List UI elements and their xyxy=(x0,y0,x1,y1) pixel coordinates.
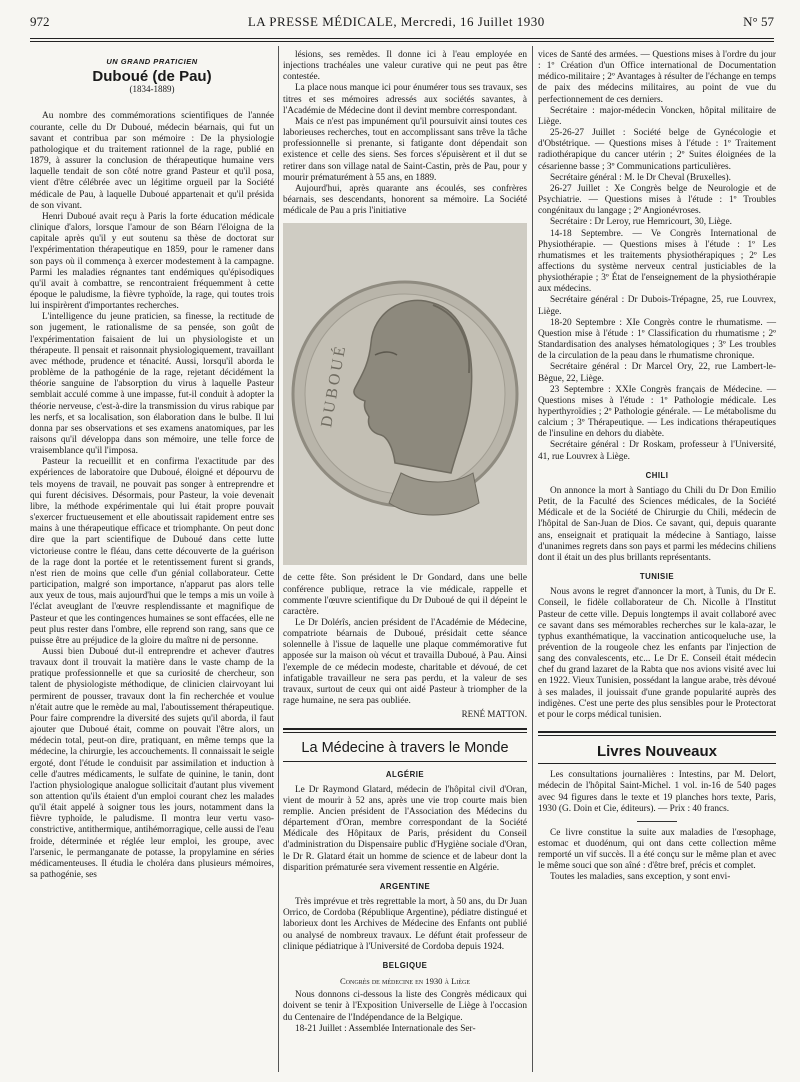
page-number: 972 xyxy=(30,14,50,29)
column-2 xyxy=(283,50,527,1035)
paragraph: 23 Septembre : XXIe Congrès français de Médecine. — Questions mises à l'étude : 1º Pathologie médicale. Les hyperthyroïdies ; 2º Pathologie générale. — Le métabolisme du calcium ; 3º Thérapeutique. — Les indications thérapeutiques de l'insuline en dehors du diabète. xyxy=(538,384,776,440)
country-heading-belgique: BELGIQUE xyxy=(382,960,428,970)
paragraph: Ce livre constitue la suite aux maladies de l'œsophage, estomac et duodénum, qui ont dans cette collection même remporté un vif succès. Il a été conçu sur le même plan et avec le même souci que son aîné : d'être bref, précis et complet. xyxy=(538,827,776,872)
journal-title: LA PRESSE MÉDICALE, Mercredi, 16 Juillet 1930 xyxy=(247,14,545,29)
paragraph: Henri Duboué avait reçu à Paris la forte éducation médicale clinique d'alors, lorsque l'amour de son Béarn l'éloigna de la capitale après qu'il y eut soutenu sa thèse de doctorat sur l'expérimentation thérapeutique en 1859, pour le ramener dans son pays où il commença à exercer modestement à la campagne. Parmi les maladies régnantes tant endémiques qu'épisodiques qu'il avait à combattre, se rencontraient fréquemment à cette époque le paludisme, la fièvre typhoïde, la rage, qui toutes trois lui inspirèrent d'importantes recherches. xyxy=(30,211,274,312)
paragraph: Toutes les maladies, sans exception, y sont envi- xyxy=(550,872,731,883)
paragraph: Secrétaire : Dr Leroy, rue Hemricourt, 30, Liège. xyxy=(550,217,732,228)
article-title: Duboué (de Pau) xyxy=(92,68,212,86)
section-rule xyxy=(283,728,527,730)
paragraph: Secrétaire général : Dr Marcel Ory, 22, rue Lambert-le-Bègue, 22, Liège. xyxy=(538,362,776,384)
paragraph: 18-21 Juillet : Assemblée Internationale des Ser- xyxy=(295,1023,476,1034)
header-rule-thin xyxy=(30,41,774,42)
column-3 xyxy=(538,50,776,884)
column-1 xyxy=(30,50,274,881)
country-heading-algerie: ALGÉRIE xyxy=(385,769,425,779)
issue-number: N° 57 xyxy=(743,14,774,29)
header-rule xyxy=(30,38,774,39)
paragraph: Aujourd'hui, après quarante ans écoulés, ses confrères béarnais, ses descendants, honorent sa mémoire. La Société médicale de Pau a pris l'initiative xyxy=(283,183,527,217)
paragraph: Aussi bien Duboué dut-il entreprendre et achever d'autres travaux dont il trouvait la matière dans le vaste champ de la pratique professionnelle et que sa curiosité de chercheur, son talent de physiologiste méthodique, de clinicien clairvoyant lui permirent de pousser, travaux dont la fin recherchée et voulue n'était autre que le remède au mal, l'aboutissement thérapeutique. Pour faire comprendre la diversité des sujets qu'il aborda, il faut ajouter que Duboué était, comme on pouvait l'être alors, un médecin total, peut-on dire, pratiquant, en même temps que la médecine, la chirurgie, les accouchements. Il connaissait le seigle ergoté, dont l'étude le conduisit par assimilation et induction à celle d'autres médicaments, le sulfate de quinine, le tanin, dont l'action physiologique analogue sollicitait d'autant plus vivement son attention qu'ils étaient d'un emploi courant chez les malades qu'il était appelé à soigner tous les jours, notamment dans la fièvre typhoïde, le paludisme. Il montra leur vertu vaso-constrictive, antithermique, antihémorragique, celle aussi de l'eau froide, déterminée et réglée leur emploi, les groupe, avec l'arsenic, le permanganate de potasse, la propylamine en séries médicamenteuses. Il étudia le choléra dans plusieurs mémoires, sa pathogénie, ses xyxy=(30,646,274,881)
paragraph: L'intelligence du jeune praticien, sa finesse, la rectitude de son jugement, le rationalisme de sa pensée, son goût de l'expérimentation faisaient de lui un physiologiste et un thérapeute. Il pensait et raisonnait physiologiquement, travaillant avec méthode, prudence et ténacité. Aussi, lorsqu'il aborda le problème de la pathogénie de la rage, rejetant décidément la théorie sanguine de l'absorption du virus à laquelle Pasteur semblait acculé comme à une impasse, fut-il conduit à adopter la théorie nerveuse, c'est-à-dire la transmission du virus rabique par les nerfs, et sa localisation, son élaboration dans le bulbe. Il lui donna par ses observations et ses examens anatomiques, par les raisons qu'il développa dans son mémoire, une telle force de vraisemblance qu'il l'imposa. xyxy=(30,312,274,457)
book-entry: Les consultations journalières : Intestins, par M. Delort, médecin de l'hôpital Saint-Michel. 1 vol. in-16 de 540 pages avec 94 figures dans le texte et 19 planches hors texte, Paris, 1930 (G. Doin et Cie, éditeurs). — Prix : 40 francs. xyxy=(538,770,776,814)
paragraph: Très imprévue et très regrettable la mort, à 50 ans, du Dr Juan Orrico, de Cordoba (République Argentine), pédiatre distingué et laborieux dont les Archives de Médecine des Enfants ont publié ou analysé de nombreux travaux. Le défunt était professeur de clinique pédiatrique à l'Université de Cordoba depuis 1924. xyxy=(283,897,527,952)
paragraph: 14-18 Septembre. — Ve Congrès International de Physiothérapie. — Questions mises à l'étude : 1º Les rhumatismes et les traitements physiothérapiques ; 2º Les affections du système nerveux central justiciables de la physiothérapie ; 3º État de l'enseignement de la physiothérapie aux médecins. xyxy=(538,228,776,295)
duboue-medallion-portrait xyxy=(283,223,527,565)
paragraph: Nous donnons ci-dessous la liste des Congrès médicaux qui doivent se tenir à l'Exposition Universelle de Liège à l'occasion du Centenaire de l'Indépendance de la Belgique. xyxy=(283,990,527,1023)
paragraph: Secrétaire général : Dr Roskam, professeur à l'Université, 41, rue Louvrex à Liège. xyxy=(538,440,776,462)
paragraph: Nous avons le regret d'annoncer la mort, à Tunis, du Dr E. Conseil, le fidèle collaborateur de Ch. Nicolle à l'Institut Pasteur de cette ville. Depuis longtemps il avait collaboré avec ce savant dans ses mémorables recherches sur le kala-azar, le typhus exanthématique, la vaccination anticoqueluche use, la prévention de la rougeole chez les enfants par l'injection de sang des convalescents, etc... Le Dr E. Conseil était médecin chef du grand lazaret de la Rabta que nos avions visité avec lui en 1922. Vieux Tunisien, possédant la langue arabe, très dévoué à ses malades, il jouissait d'une grande popularité auprès des indigènes. C'est une perte des plus sensibles pour le Protectorat et pour le corps médical tunisien. xyxy=(538,587,776,720)
paragraph: de cette fête. Son président le Dr Gondard, dans une belle conférence publique, retrace la vie médicale, rappelle et commente l'œuvre scientifique du Dr Duboué de qui il dépeint le caractère. xyxy=(283,573,527,617)
paragraph: Mais ce n'est pas impunément qu'il poursuivit ainsi toutes ces laborieuses recherches, tout en accomplissant sans trêve la tâche professionnelle si prenante, si fatigante dont dépendait son existence et celle des siens. Ses forces s'épuisèrent et il dut se retirer dans son village natal de Saint-Castin, près de Pau, pour y mourir prématurément à 55 ans, en 1889. xyxy=(283,116,527,183)
article-kicker: UN GRAND PRATICIEN xyxy=(106,57,198,66)
paragraph: 26-27 Juillet : Xe Congrès belge de Neurologie et de Psychiatrie. — Questions mises à l'étude : 1º Troubles congénitaux du langage ; 2º Angionévroses. xyxy=(538,183,776,217)
paragraph: Pasteur la recueillit et en confirma l'exactitude par des expériences de laboratoire que Duboué, éloigné et dépourvu de tels moyens de travail, ne pouvait pas songer à entreprendre et qui furent décisives. Désormais, pour Pasteur, la voie devenait libre, la méthode expérimentale qui lui était propre pouvait s'exercer fructueusement et elle aboutissait rapidement entre ses mains à une thérapeutique efficace et triomphante. On peut donc dire que la part scientifique de Duboué dans cette lutte victorieuse contre le fléau, dans cette découverte de la guérison de la rage dont la portée et le retentissement furent si grands, n'est rien de moins que celle d'un génial collaborateur. Cette participation, malgré son importance, n'apparut pas alors telle aux yeux de tous, mais aujourd'hui que le temps a mis un voile à l'éclat aveuglant de l'œuvre resplendissante et magnifique de Pasteur et que les contingences humaines se sont effacées, elle ne peut plus rester dans l'ombre, elle reprend son rang, sans que ce puisse être au préjudice de la gloire du maître ni de personne. xyxy=(30,457,274,646)
paragraph: 25-26-27 Juillet : Société belge de Gynécologie et d'Obstétrique. — Questions mises à l'étude : 1º Traitement radiothérapique du cancer utérin ; 2º Suites éloignées de la césarienne basse ; 3º Communications particulières. xyxy=(538,128,776,172)
medallion-inscription: DUBOUÉ xyxy=(318,342,350,430)
paragraph: On annonce la mort à Santiago du Chili du Dr Don Emilio Petit, de la Faculté des Sciences médicales, de la Société Médicale et de la Société de Chirurgie du Chili, médecin de l'hôpital de San-Juan de Dios. Ce savant, qui, depuis quarante ans, enseignait et pratiquait la médecine à Santiago, laisse d'unanimes regrets dans son pays et parmi les médecins chiliens dont il était un des plus brillants représentants. xyxy=(538,485,776,563)
paragraph: 18-20 Septembre : XIe Congrès contre le rhumatisme. — Question mise à l'étude : 1º Classification du rhumatisme ; 2º Standardisation des analyses hématologiques ; 3º Les troubles de la circulation de la peau dans le rhumatisme chronique. xyxy=(538,317,776,362)
country-heading-argentine: ARGENTINE xyxy=(379,881,431,891)
paragraph: Secrétaire général : Dr Dubois-Trépagne, 25, rue Louvrex, Liège. xyxy=(538,295,776,317)
section-rule xyxy=(538,731,776,733)
country-heading-chili: CHILI xyxy=(645,470,669,480)
paragraph: Le Dr Dolérîs, ancien président de l'Académie de Médecine, compatriote béarnais de Duboué, présidait cette séance solennelle à l'issue de laquelle une plaque commémorative fut apposée sur la maison où vécut et travailla Duboué, à Pau. Ainsi l'exemple de ce médecin modeste, charitable et dévoué, de cet infatigable travailleur ne sera pas perdu, et la valeur de ses travaux, surtout de ceux qui ont aidé Pasteur à triompher de la rage humaine, ne sera pas oubliée. xyxy=(283,617,527,707)
paragraph: Secrétaire général : M. le Dr Cheval (Bruxelles). xyxy=(550,172,731,183)
paragraph: Secrétaire : major-médecin Voncken, hôpital militaire de Liège. xyxy=(538,105,776,127)
belgique-subheading: Congrès de médecine en 1930 à Liège xyxy=(339,976,471,987)
section-rule-thin xyxy=(283,732,527,733)
section-rule-thin xyxy=(283,761,527,762)
paragraph: Le Dr Raymond Glatard, médecin de l'hôpital civil d'Oran, vient de mourir à 52 ans, après une vie trop courte mais bien remplie. Ancien président de l'Association des Médecins du département d'Oran, membre correspondant de la Société Médicale des Hôpitaux de Paris, président du Conseil d'administration du Dispensaire public d'Hygiène sociale d'Oran, le Dr R. Glatard était un homme de science et de labeur dont la disparition prématurée sera vivement ressentie en Algérie. xyxy=(283,784,527,873)
column-divider xyxy=(278,46,279,1072)
paragraph: Au nombre des commémorations scientifiques de l'année courante, celle du Dr Duboué, médecin béarnais, qui fut un savant et contribua par son mémoire : De la physiologie pathologique et du traitement rationnel de la rage, publié en 1879, à assurer la conclusion de thérapeutique humaine vers laquelle tendait de son côté notre grand Pasteur et qu'il posa, vient d'être célébrée avec un légitime orgueil par la Société médicale de Pau, à laquelle Duboué appartenait et qu'il présida de son vivant. xyxy=(30,111,274,211)
column-divider xyxy=(532,46,533,1072)
separator xyxy=(637,821,677,822)
section-rule-thin xyxy=(538,735,776,736)
article-years: (1834-1889) xyxy=(129,84,175,95)
section-title-books: Livres Nouveaux xyxy=(596,743,718,761)
page-header xyxy=(30,14,774,34)
article-signature: RENÉ MATTON. xyxy=(461,709,527,720)
paragraph: vices de Santé des armées. — Questions mises à l'ordre du jour : 1º Création d'un Office international de Documentation médico-militaire ; 2º Avantages à résulter de l'échange en temps de paix des médecins militaires, au point de vue du perfectionnement de ces derniers. xyxy=(538,50,776,105)
paragraph: La place nous manque ici pour énumérer tous ses travaux, ses titres et ses mémoires adressés aux sociétés savantes, à l'Académie de Médecine dont il devint membre correspondant. xyxy=(283,83,527,116)
paragraph: lésions, ses remèdes. Il donne ici à l'eau employée en injections trachéales une valeur curative qui ne peut pas être contestée. xyxy=(283,50,527,83)
section-title-world: La Médecine à travers le Monde xyxy=(301,740,509,757)
section-rule-thin xyxy=(538,763,776,764)
country-heading-tunisie: TUNISIE xyxy=(639,572,675,582)
